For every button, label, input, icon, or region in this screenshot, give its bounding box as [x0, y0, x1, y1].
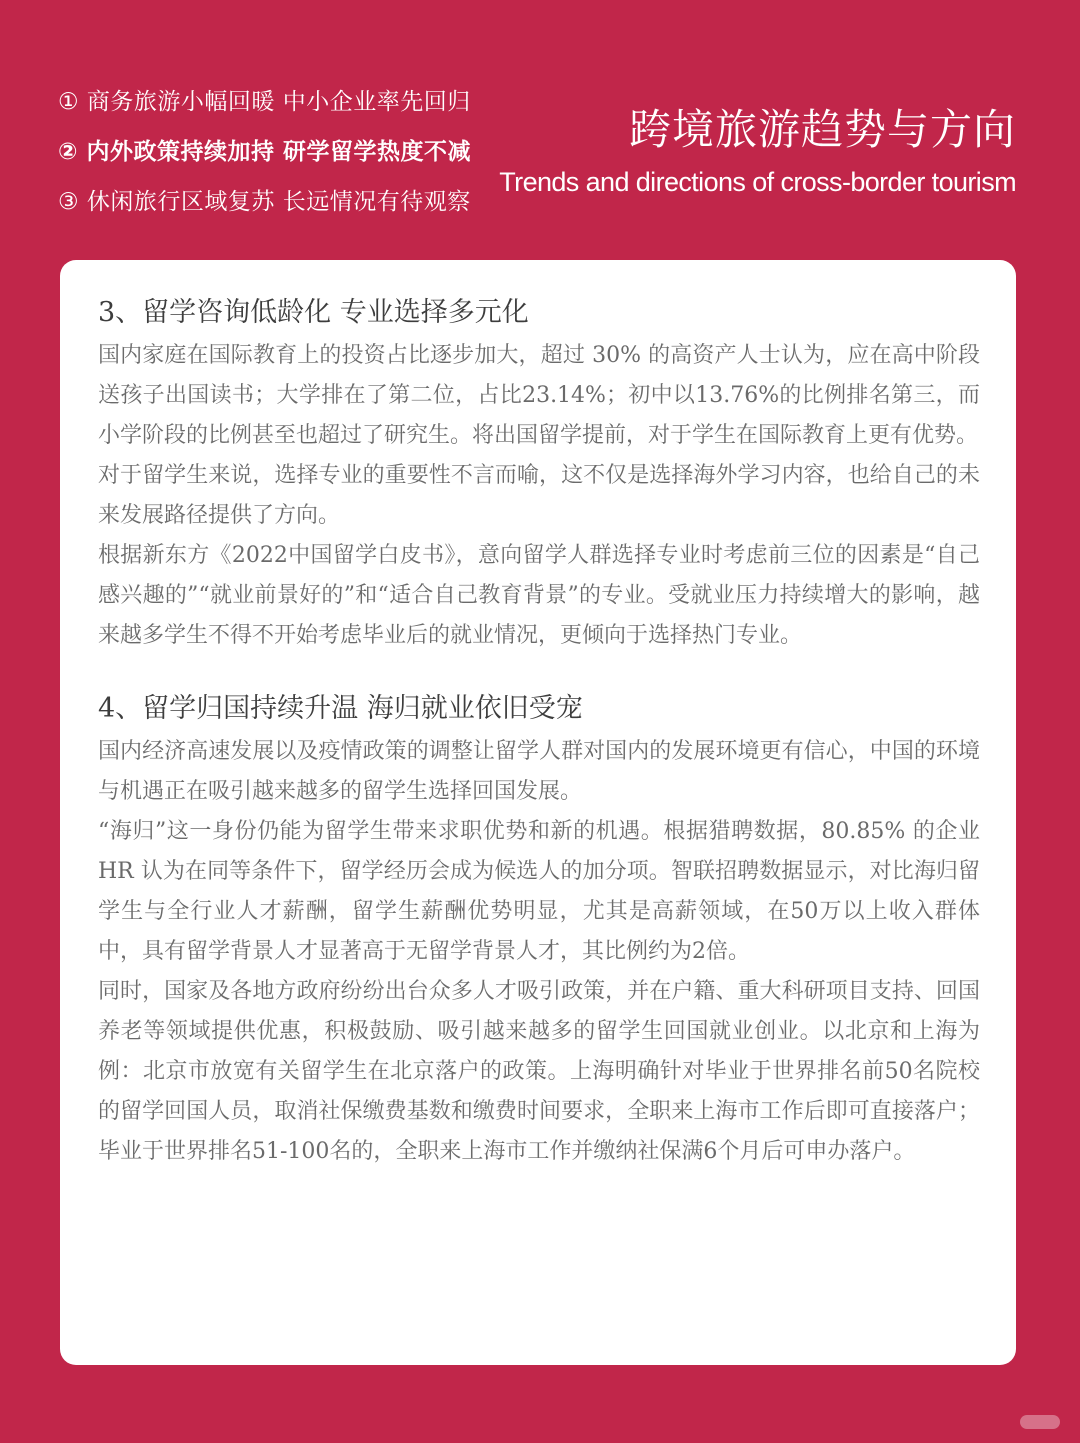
content-card: [60, 260, 1016, 1365]
watermark-badge: [1020, 1415, 1060, 1429]
paragraph: 对于留学生来说，选择专业的重要性不言而喻，这不仅是选择海外学习内容，也给自己的未来发展路径提供了方向。: [98, 463, 980, 528]
section-4: [98, 686, 980, 1172]
agenda-list: [58, 84, 528, 234]
section-heading: 3、留学咨询低龄化 专业选择多元化: [98, 297, 529, 328]
paragraph: 根据新东方《2022中国留学白皮书》，意向留学人群选择专业时考虑前三位的因素是“自己感兴趣的”“就业前景好的”和“适合自己教育背景”的专业。受就业压力持续增大的影响，越来越多学生不得不开始考虑毕业后的就业情况，更倾向于选择热门专业。: [98, 543, 980, 648]
header: [499, 104, 1016, 202]
agenda-item-2-active: ② 内外政策持续加持 研学留学热度不减: [58, 139, 471, 165]
section-heading: 4、留学归国持续升温 海归就业依旧受宠: [98, 693, 583, 724]
section-3: [98, 290, 980, 656]
page-title: 跨境旅游趋势与方向: [628, 105, 1016, 154]
agenda-item-3: ③ 休闲旅行区域复苏 长远情况有待观察: [58, 189, 471, 215]
paragraph: 国内家庭在国际教育上的投资占比逐步加大，超过 30% 的高资产人士认为，应在高中阶段送孩子出国读书；大学排在了第二位，占比23.14%；初中以13.76%的比例排名第三，而小学阶段的比例甚至也超过了研究生。将出国留学提前，对于学生在国际教育上更有优势。: [98, 343, 980, 448]
paragraph: 国内经济高速发展以及疫情政策的调整让留学人群对国内的发展环境更有信心，中国的环境与机遇正在吸引越来越多的留学生选择回国发展。: [98, 739, 980, 804]
paragraph: “海归”这一身份仍能为留学生带来求职优势和新的机遇。根据猎聘数据，80.85% 的企业 HR 认为在同等条件下，留学经历会成为候选人的加分项。智联招聘数据显示，对比海归留学生与全行业人才薪酬，留学生薪酬优势明显，尤其是高薪领域，在50万以上收入群体中，具有留学背景人才显著高于无留学背景人才，其比例约为2倍。: [98, 819, 980, 964]
page-subtitle: Trends and directions of cross-border tourism: [499, 167, 1016, 197]
paragraph: 同时，国家及各地方政府纷纷出台众多人才吸引政策，并在户籍、重大科研项目支持、回国养老等领域提供优惠，积极鼓励、吸引越来越多的留学生回国就业创业。以北京和上海为例：北京市放宽有关留学生在北京落户的政策。上海明确针对毕业于世界排名前50名院校的留学回国人员，取消社保缴费基数和缴费时间要求，全职来上海市工作后即可直接落户；毕业于世界排名51-100名的，全职来上海市工作并缴纳社保满6个月后可申办落户。: [98, 979, 980, 1164]
agenda-item-1: ① 商务旅游小幅回暖 中小企业率先回归: [58, 89, 471, 115]
